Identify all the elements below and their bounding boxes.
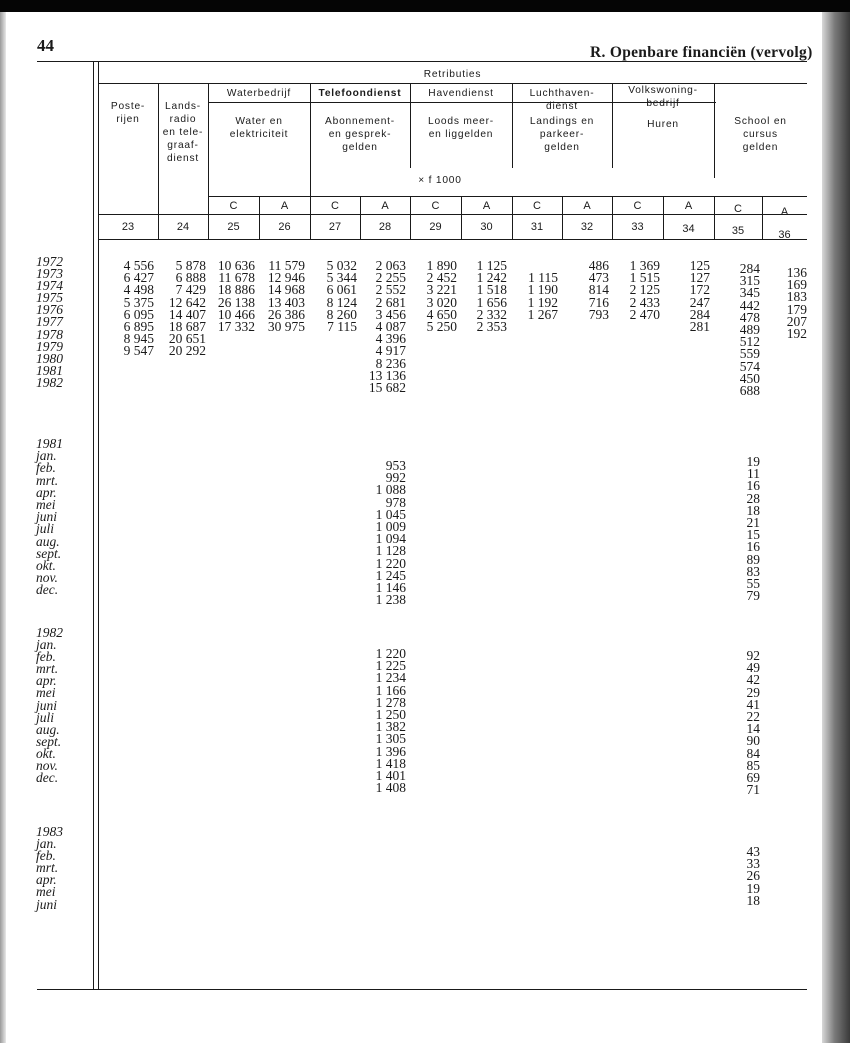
page-right-edge	[822, 12, 850, 1043]
colnum-27: 27	[328, 221, 342, 233]
col-divider-25	[208, 83, 209, 239]
colnum-30: 30	[480, 221, 493, 233]
waterbedrijf-heading: Waterbedrijf	[226, 88, 292, 99]
ca-32: A	[583, 200, 591, 212]
colnum-36: 36	[778, 229, 791, 241]
col24-heading: Lands- radio en tele- graaf- dienst	[162, 101, 204, 164]
data-c31: 1 115 1 190 1 192 1 267	[527, 270, 558, 322]
header-bottom-rule	[98, 239, 807, 240]
ca-34: A	[684, 200, 693, 212]
data-1983-c35: 43 33 26 19 18	[746, 844, 760, 908]
table-bottom-rule	[37, 989, 807, 990]
stub-1982-months: 1982 jan. feb. mrt. apr. mei juni juli aug. sept. okt. nov. dec.	[36, 625, 63, 786]
colnum-31: 31	[530, 221, 544, 233]
unit-label: × f 1000	[418, 175, 462, 186]
data-1982-c35: 92 49 42 29 41 22 14 90 84 85 69 71	[746, 648, 760, 798]
ca-33: C	[633, 200, 642, 212]
data-c25: 10 636 11 678 18 886 26 138 10 466 17 332	[217, 258, 255, 335]
col-divider-27	[310, 83, 311, 239]
colnum-24: 24	[176, 221, 190, 233]
scan-top-border	[0, 0, 850, 12]
numbers-top-rule	[98, 214, 807, 215]
data-c30: 1 125 1 242 1 518 1 656 2 332 2 353	[476, 258, 507, 335]
stub-1981-months: 1981 jan. feb. mrt. apr. mei juni juli aug. sept. okt. nov. dec.	[36, 436, 63, 598]
data-c26: 11 579 12 946 14 968 13 403 26 386 30 975	[267, 258, 305, 335]
colnum-32: 32	[580, 221, 594, 233]
col29-30-heading: Loods meer- en liggelden	[428, 116, 494, 140]
col35-36-heading: School en cursus gelden	[734, 116, 787, 153]
colnum-28: 28	[378, 221, 392, 233]
ca-35: C	[734, 203, 742, 215]
page-left-edge	[0, 12, 6, 1043]
data-c27: 5 032 5 344 6 061 8 124 8 260 7 115	[326, 258, 357, 335]
luchthavendienst-heading: Luchthaven- dienst	[529, 88, 595, 112]
data-c24: 5 878 6 888 7 429 12 642 14 407 18 687 20 651 20 292	[168, 258, 206, 359]
colnum-33: 33	[631, 221, 644, 233]
colnum-23: 23	[121, 221, 135, 233]
data-1981-c35: 19 11 16 28 18 21 15 16 89 83 55 79	[746, 454, 760, 604]
ca-28: A	[381, 200, 389, 212]
data-c28: 2 063 2 255 2 552 2 681 3 456 4 087 4 396 4 917 8 236 13 136 15 682	[368, 258, 406, 396]
stub-separator-inner	[93, 61, 94, 989]
ca-27: C	[331, 200, 339, 212]
colnum-26: 26	[278, 221, 291, 233]
ca-26: A	[280, 200, 289, 212]
ca-25: C	[229, 200, 238, 212]
havendienst-heading: Havendienst	[428, 88, 494, 99]
ca-36: A	[780, 206, 789, 218]
data-1981-c28: 953 992 1 088 978 1 045 1 009 1 094 1 128 1 220 1 245 1 146 1 238	[375, 458, 406, 608]
col27-28-heading: Abonnement- en gesprek- gelden	[325, 116, 395, 153]
col23-heading: Poste- rijen	[110, 101, 146, 125]
colnum-34: 34	[682, 223, 695, 235]
table-top-rule	[37, 61, 807, 62]
data-c23: 4 556 6 427 4 498 5 375 6 095 6 895 8 945 9 547	[123, 258, 154, 359]
page-title: R. Openbare financiën (vervolg)	[590, 44, 813, 61]
ca-30: A	[482, 200, 491, 212]
colnum-35: 35	[731, 225, 745, 237]
stub-1983-months: 1983 jan. feb. mrt. apr. mei juni	[36, 824, 63, 912]
retributies-heading: Retributies	[423, 69, 482, 80]
col33-34-heading: Huren	[647, 119, 679, 130]
data-c32: 486 473 814 716 793	[588, 258, 609, 322]
col31-32-heading: Landings en parkeer- gelden	[529, 116, 595, 153]
ca-top-rule	[208, 196, 807, 197]
stub-separator	[98, 61, 99, 989]
ca-31: C	[533, 200, 541, 212]
col25-26-heading: Water en elektriciteit	[229, 116, 289, 140]
data-c33: 1 369 1 515 2 125 2 433 2 470	[629, 258, 660, 322]
telefoondienst-heading: Telefoondienst	[318, 88, 402, 99]
data-c29: 1 890 2 452 3 221 3 020 4 650 5 250	[426, 258, 457, 335]
data-1982-c28: 1 220 1 225 1 234 1 166 1 278 1 250 1 382 1 305 1 396 1 418 1 401 1 408	[375, 646, 406, 796]
ca-29: C	[431, 200, 440, 212]
volkswoningbedrijf-heading: Volkswoning- bedrijf	[628, 85, 698, 109]
page-number: 44	[37, 36, 54, 55]
data-c35: 284 315 345 442 478 489 512 559 574 450 688	[739, 261, 760, 399]
colnum-25: 25	[227, 221, 240, 233]
colnum-29: 29	[429, 221, 442, 233]
stub-years: 1972 1973 1974 1975 1976 1977 1978 1979 1980 1981 1982	[36, 254, 63, 390]
data-c34: 125 127 172 247 284 281	[689, 258, 710, 335]
data-c36: 136 169 183 179 207 192	[786, 265, 807, 342]
